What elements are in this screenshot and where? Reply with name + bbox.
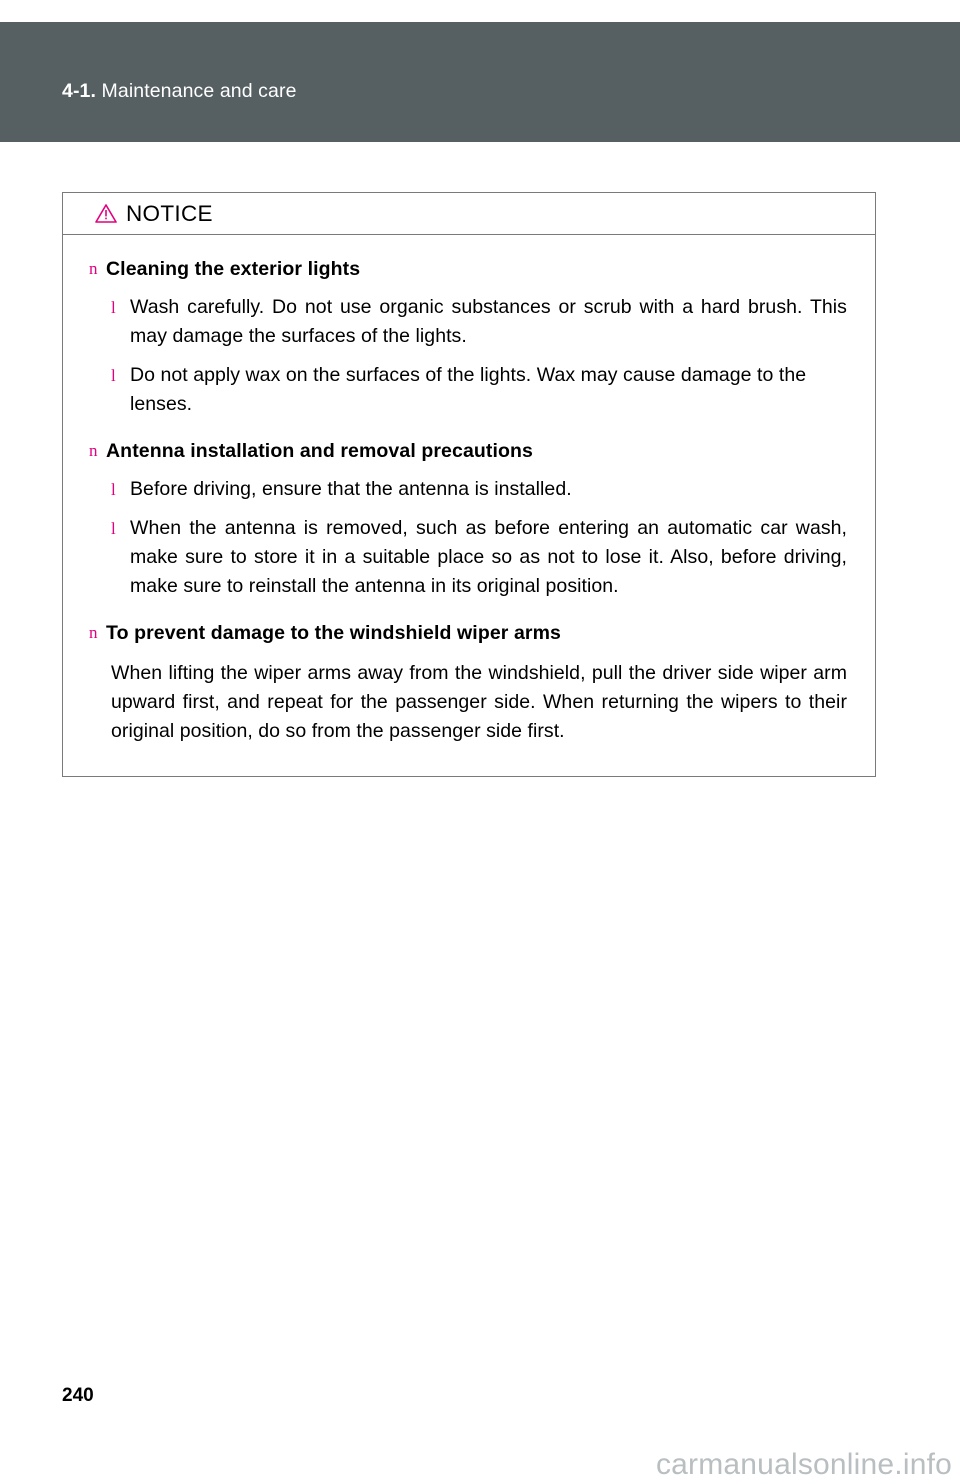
notice-heading-row [89, 619, 847, 647]
watermark: carmanualsonline.info [655, 1448, 952, 1481]
notice-bullet-row [111, 293, 847, 351]
header-section-title: Maintenance and care [101, 80, 297, 102]
notice-heading-text: To prevent damage to the windshield wiper arms [106, 622, 561, 644]
warning-triangle-icon [95, 204, 117, 223]
notice-bullet-row [111, 361, 847, 419]
notice-box [62, 192, 876, 777]
dot-bullet-icon: l [111, 519, 116, 538]
notice-heading-text: Antenna installation and removal precautions [106, 440, 533, 462]
square-bullet-icon: n [89, 623, 98, 642]
page-header-band [0, 22, 960, 142]
notice-bullet-text: Do not apply wax on the surfaces of the lights. Wax may cause damage to the lenses. [130, 364, 807, 415]
dot-bullet-icon: l [111, 480, 116, 499]
dot-bullet-icon: l [111, 366, 116, 385]
notice-bullet-row [111, 514, 847, 601]
page-number: 240 [62, 1385, 94, 1406]
notice-bullet-text: When the antenna is removed, such as before entering an automatic car wash, make sure to store it in a suitable place so as not to lose it. Also, before driving, make sure to reinstall the antenna in its original position. [130, 517, 847, 597]
notice-header [63, 193, 875, 235]
header-section-number: 4-1. [62, 80, 97, 102]
notice-title: NOTICE [126, 200, 213, 226]
notice-heading-text: Cleaning the exterior lights [106, 258, 361, 280]
notice-heading-row [89, 437, 847, 465]
notice-body [63, 235, 875, 776]
square-bullet-icon: n [89, 259, 98, 278]
notice-bullet-text: Wash carefully. Do not use organic substances or scrub with a hard brush. This may damage the surfaces of the lights. [130, 296, 847, 347]
dot-bullet-icon: l [111, 298, 116, 317]
square-bullet-icon: n [89, 441, 98, 460]
notice-bullet-row [111, 475, 847, 504]
notice-paragraph: When lifting the wiper arms away from the windshield, pull the driver side wiper arm upward first, and repeat for the passenger side. When returning the wipers to their original position, do so from the passenger side first. [111, 662, 847, 742]
notice-heading-row [89, 255, 847, 283]
page-header-title [62, 80, 297, 103]
notice-bullet-text: Before driving, ensure that the antenna is installed. [130, 478, 572, 500]
